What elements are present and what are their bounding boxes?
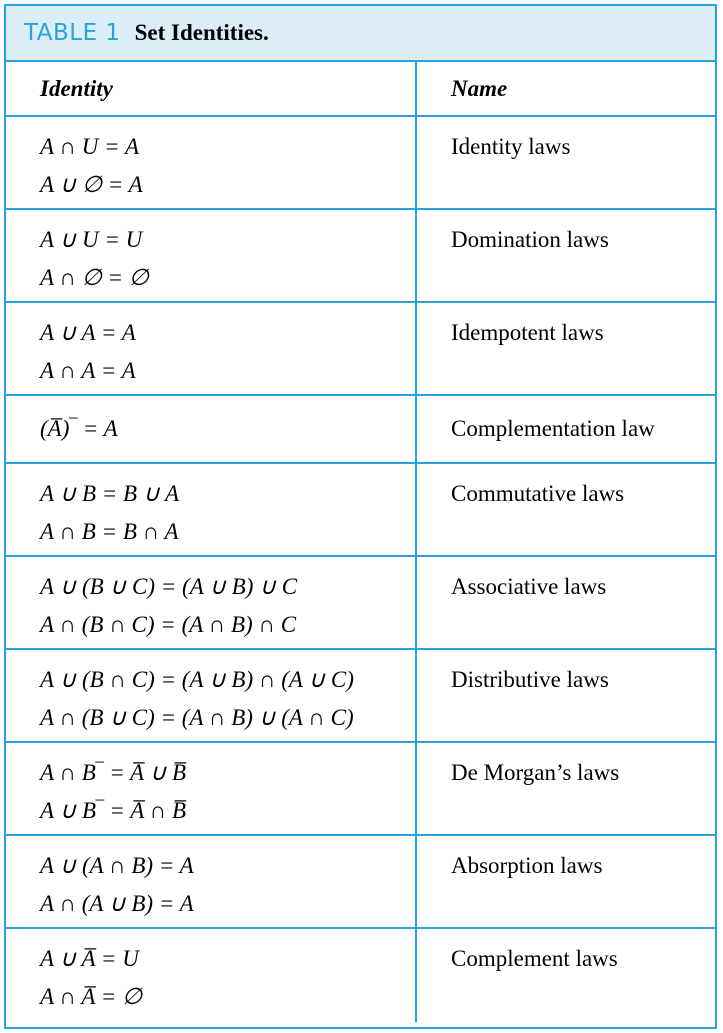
identity-line: A ∪ (B ∩ C) = (A ∪ B) ∩ (A ∪ C) (40, 667, 354, 692)
header-row (6, 62, 715, 117)
header-name: Name (451, 75, 508, 101)
set-identities-table (4, 4, 717, 1029)
table-row (6, 117, 715, 210)
header-identity: Identity (40, 75, 113, 101)
identity-line: A ∩ A̅ = ∅ (40, 984, 143, 1009)
table-row (6, 650, 715, 743)
table-row (6, 557, 715, 650)
law-name: Distributive laws (451, 667, 609, 692)
identity-line: A ∪ B‾ = A̅ ∩ B̅ (40, 798, 187, 823)
table-row (6, 836, 715, 929)
identity-line: A ∪ U = U (40, 227, 143, 252)
identity-line: A ∩ B‾ = A̅ ∪ B̅ (40, 760, 187, 785)
law-name: De Morgan’s laws (451, 760, 620, 785)
identity-line: A ∪ A̅ = U (40, 946, 139, 971)
law-name: Identity laws (451, 134, 571, 159)
identity-line: A ∩ (A ∪ B) = A (40, 891, 194, 916)
identity-line: (A̅)‾ = A (40, 416, 118, 441)
table-row (6, 743, 715, 836)
identity-line: A ∩ A = A (40, 358, 136, 383)
table-title: Set Identities. (134, 20, 269, 45)
law-name: Absorption laws (451, 853, 603, 878)
law-name: Associative laws (451, 574, 607, 599)
law-name: Complement laws (451, 946, 618, 971)
identity-line: A ∪ B = B ∪ A (40, 481, 180, 506)
table-row (6, 464, 715, 557)
identity-line: A ∩ (B ∩ C) = (A ∩ B) ∩ C (40, 612, 297, 637)
table-row (6, 210, 715, 303)
law-name: Complementation law (451, 416, 655, 441)
identity-line: A ∩ ∅ = ∅ (40, 265, 149, 290)
table-row (6, 396, 715, 464)
identity-line: A ∩ (B ∪ C) = (A ∩ B) ∪ (A ∩ C) (40, 705, 354, 730)
law-name: Idempotent laws (451, 320, 604, 345)
table-number: TABLE 1 (24, 20, 121, 46)
identity-line: A ∪ (B ∪ C) = (A ∪ B) ∪ C (40, 574, 298, 599)
identity-line: A ∩ B = B ∩ A (40, 519, 179, 544)
table-row (6, 303, 715, 396)
identity-line: A ∪ ∅ = A (40, 172, 143, 197)
table-caption (6, 6, 715, 62)
law-name: Commutative laws (451, 481, 625, 506)
identity-line: A ∪ (A ∩ B) = A (40, 853, 194, 878)
identity-line: A ∩ U = A (40, 134, 140, 159)
table-row (6, 929, 715, 1022)
law-name: Domination laws (451, 227, 609, 252)
identity-line: A ∪ A = A (40, 320, 136, 345)
